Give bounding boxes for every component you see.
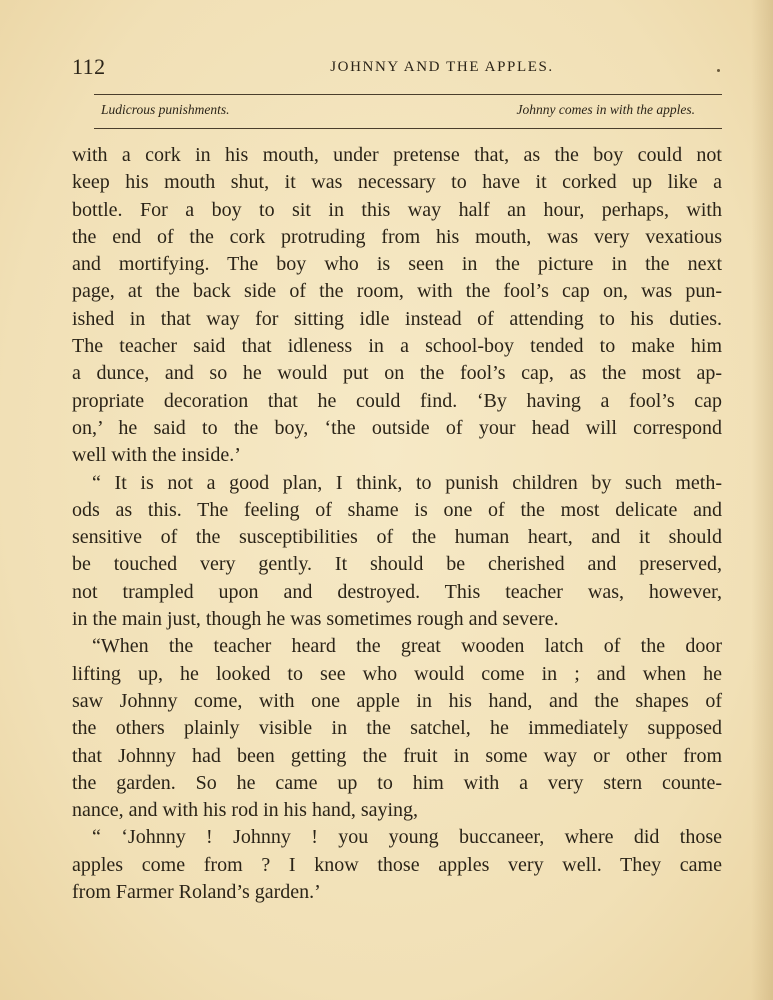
text-line: ods as this. The feeling of shame is one of the most delicate and — [72, 498, 722, 521]
ink-speck — [717, 69, 720, 72]
running-head — [72, 54, 722, 84]
header-rule-bottom — [94, 128, 722, 129]
text-line: propriate decoration that he could find. ‘By having a fool’s cap — [72, 389, 722, 412]
text-line: sensitive of the susceptibilities of the human heart, and it should — [72, 526, 722, 549]
text-line: ished in that way for sitting idle instead of attending to his duties. — [72, 307, 722, 330]
text-line: and mortifying. The boy who is seen in the picture in the next — [72, 253, 722, 276]
text-line: on,’ he said to the boy, ‘the outside of your head will correspond — [72, 416, 722, 439]
page-number: 112 — [72, 54, 106, 79]
text-line: bottle. For a boy to sit in this way half an hour, perhaps, with — [72, 198, 722, 221]
side-note-left: Ludicrous punishments. — [101, 102, 230, 117]
text-line: lifting up, he looked to see who would come in ; and when he — [72, 662, 722, 685]
text-line: the end of the cork protruding from his mouth, was very vexatious — [72, 225, 722, 248]
text-line: saw Johnny come, with one apple in his hand, and the shapes of — [72, 689, 722, 712]
text-line: “ It is not a good plan, I think, to punish children by such meth- — [92, 471, 722, 494]
text-line: with a cork in his mouth, under pretense that, as the boy could not — [72, 144, 722, 166]
text-line: the others plainly visible in the satchel, he immediately supposed — [72, 717, 722, 740]
text-line: not trampled upon and destroyed. This teacher was, however, — [72, 580, 722, 603]
text-line: in the main just, though he was sometimes rough and severe. — [72, 608, 559, 631]
text-line: well with the inside.’ — [72, 444, 241, 467]
side-note-right: Johnny comes in with the apples. — [516, 102, 695, 117]
text-line: from Farmer Roland’s garden.’ — [72, 881, 321, 904]
running-title: JOHNNY AND THE APPLES. — [330, 59, 554, 75]
text-line: apples come from ? I know those apples very well. They came — [72, 853, 722, 876]
text-line: be touched very gently. It should be cherished and preserved, — [72, 553, 722, 576]
text-line: the garden. So he came up to him with a very stern counte- — [72, 771, 722, 794]
text-line: a dunce, and so he would put on the fool’s cap, as the most ap- — [72, 362, 722, 385]
text-line: page, at the back side of the room, with the fool’s cap on, was pun- — [72, 280, 722, 303]
text-line: The teacher said that idleness in a school-boy tended to make him — [72, 335, 722, 358]
text-line: that Johnny had been getting the fruit in some way or other from — [72, 744, 722, 767]
body-text — [72, 142, 722, 906]
page-edge-shadow — [751, 0, 773, 1000]
header-rule-top — [94, 94, 722, 95]
text-line: “ ‘Johnny ! Johnny ! you young buccaneer, where did those — [92, 826, 722, 849]
text-line: keep his mouth shut, it was necessary to have it corked up like a — [72, 171, 722, 194]
text-line: nance, and with his rod in his hand, saying, — [72, 799, 419, 822]
text-line: “When the teacher heard the great wooden latch of the door — [92, 635, 722, 658]
